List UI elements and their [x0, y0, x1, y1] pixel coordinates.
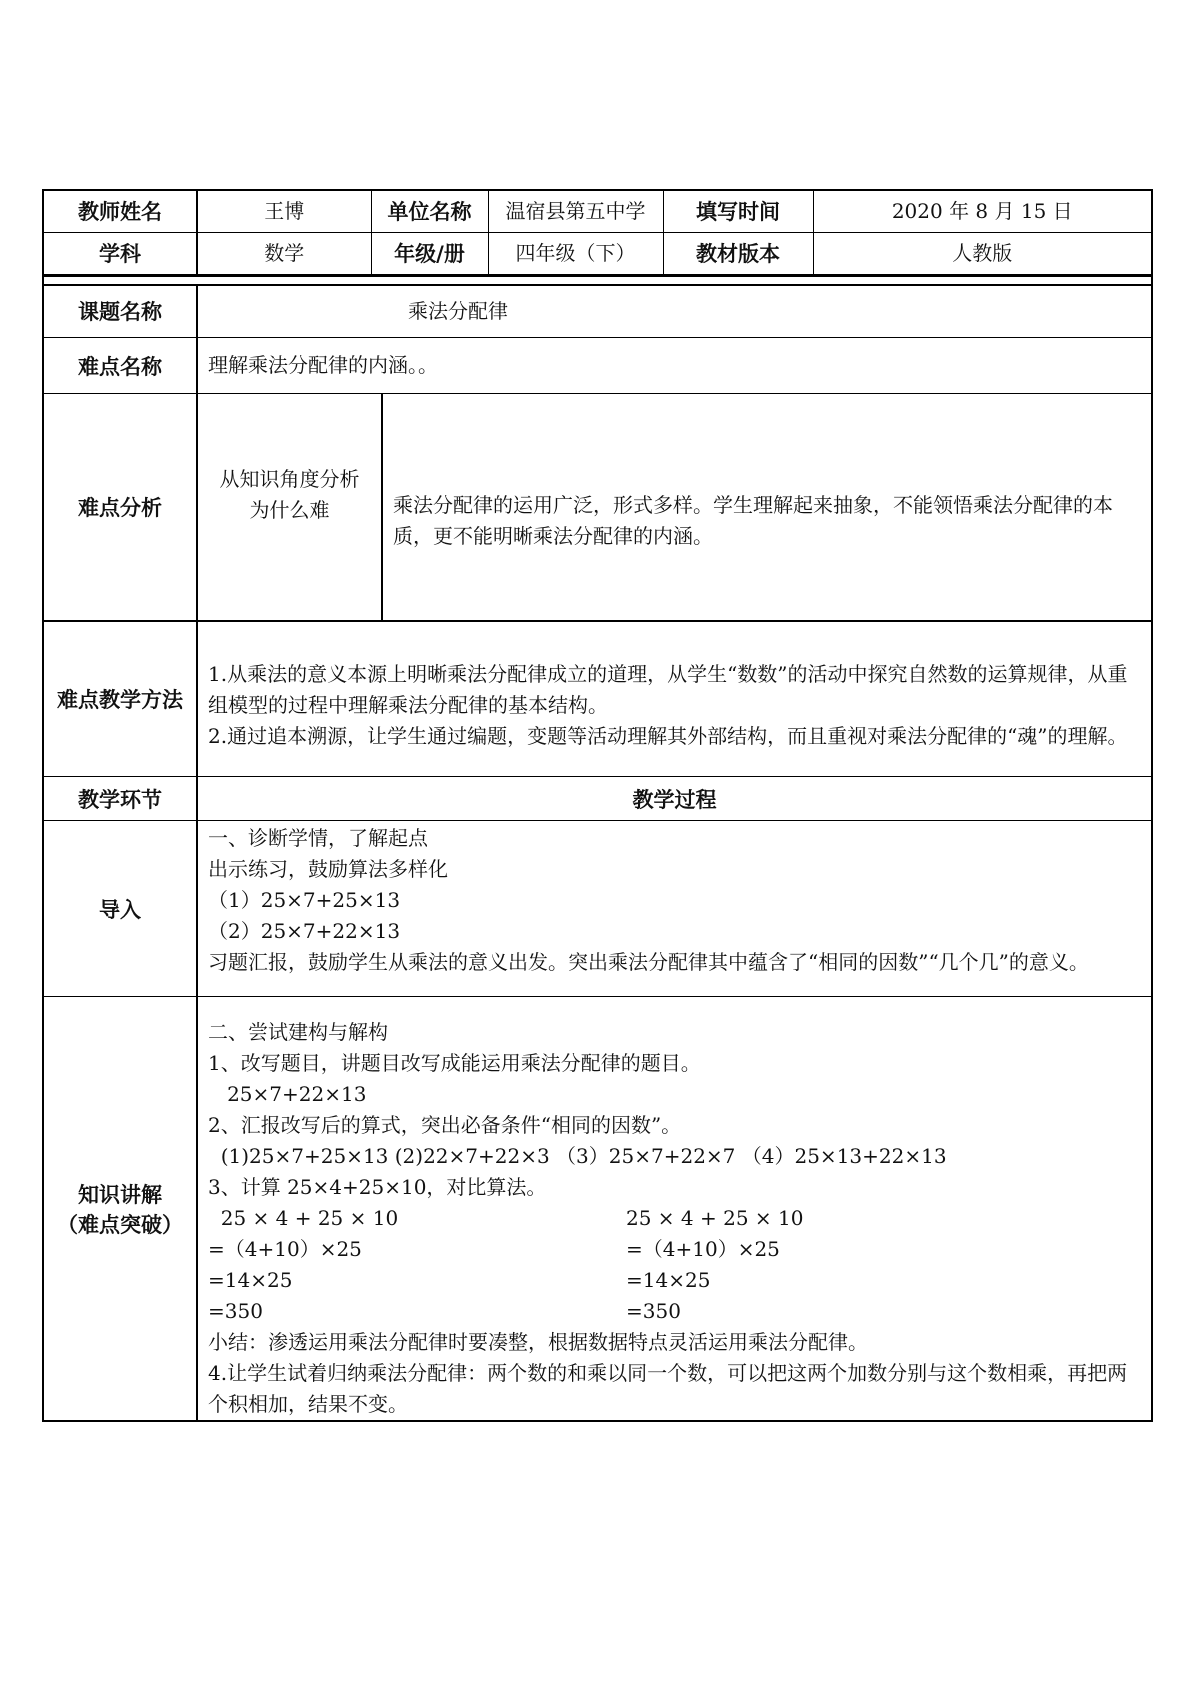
knowledge-content — [197, 997, 1152, 1422]
calc-step: =350 — [208, 1299, 263, 1323]
calc-step: =14×25 — [208, 1268, 293, 1292]
topic-label: 课题名称 — [43, 285, 197, 338]
teacher-value: 王博 — [197, 190, 371, 232]
topic-value: 乘法分配律 — [197, 285, 1152, 338]
calculation-right — [626, 1203, 1044, 1327]
knowledge-line: 25×7+22×13 — [208, 1082, 367, 1106]
method-label: 难点教学方法 — [43, 621, 197, 777]
analysis-label: 难点分析 — [43, 394, 197, 621]
knowledge-line: 3、计算 25×4+25×10，对比算法。 — [208, 1175, 547, 1199]
knowledge-line: 小结：渗透运用乘法分配律时要凑整，根据数据特点灵活运用乘法分配律。 — [208, 1330, 868, 1354]
edition-value: 人教版 — [813, 232, 1152, 274]
knowledge-label — [43, 997, 197, 1422]
calc-step: =（4+10）×25 — [626, 1237, 780, 1261]
difficulty-value: 理解乘法分配律的内涵。。 — [197, 338, 1152, 394]
knowledge-line: 二、尝试建构与解构 — [208, 1020, 388, 1044]
calculation-left — [208, 1203, 626, 1327]
calc-step: =（4+10）×25 — [208, 1237, 362, 1261]
knowledge-line: (1)25×7+25×13 (2)22×7+22×3 （3）25×7+22×7 （4）25×13+22×13 — [208, 1144, 947, 1168]
subject-label: 学科 — [43, 232, 197, 274]
knowledge-line: 2、汇报改写后的算式，突出必备条件“相同的因数”。 — [208, 1113, 682, 1137]
knowledge-line: 1、改写题目，讲题目改写成能运用乘法分配律的题目。 — [208, 1051, 701, 1075]
analysis-text: 乘法分配律的运用广泛，形式多样。学生理解起来抽象，不能领悟乘法分配律的本质，更不能明晰乘法分配律的内涵。 — [382, 394, 1152, 621]
intro-content — [197, 821, 1152, 997]
intro-line: 一、诊断学情，了解起点 — [208, 826, 428, 850]
intro-line: 习题汇报，鼓励学生从乘法的意义出发。突出乘法分配律其中蕴含了“相同的因数”“几个几”的意义。 — [208, 950, 1089, 974]
calc-step: =350 — [626, 1299, 681, 1323]
intro-line: （2）25×7+22×13 — [208, 919, 401, 943]
process-header: 教学过程 — [197, 777, 1152, 821]
analysis-sub-label — [197, 394, 382, 621]
method-paragraph-1: 1.从乘法的意义本源上明晰乘法分配律成立的道理，从学生“数数”的活动中探究自然数的运算规律，从重组模型的过程中理解乘法分配律的基本结构。 — [208, 662, 1128, 718]
stage-header: 教学环节 — [43, 777, 197, 821]
intro-label: 导入 — [43, 821, 197, 997]
intro-line: （1）25×7+25×13 — [208, 888, 401, 912]
lesson-plan-sheet — [42, 189, 1153, 1422]
analysis-sub-label-line-2: 为什么难 — [249, 498, 330, 522]
header-table — [42, 189, 1153, 275]
teacher-label: 教师姓名 — [43, 190, 197, 232]
calculation-comparison — [208, 1203, 1141, 1327]
time-value: 2020 年 8 月 15 日 — [813, 190, 1152, 232]
grade-value: 四年级（下） — [488, 232, 663, 274]
knowledge-line: 4.让学生试着归纳乘法分配律：两个数的和乘以同一个数，可以把这两个加数分别与这个数相乘，再把两个积相加，结果不变。 — [208, 1361, 1128, 1416]
method-paragraph-2: 2.通过追本溯源，让学生通过编题，变题等活动理解其外部结构，而且重视对乘法分配律的“魂”的理解。 — [208, 724, 1128, 749]
grade-label: 年级/册 — [371, 232, 488, 274]
body-table — [42, 284, 1153, 1423]
knowledge-label-line-1: 知识讲解 — [78, 1182, 162, 1207]
calc-step: 25 × 4 + 25 × 10 — [626, 1206, 804, 1230]
unit-value: 温宿县第五中学 — [488, 190, 663, 232]
intro-line: 出示练习，鼓励算法多样化 — [208, 857, 448, 881]
subject-value: 数学 — [197, 232, 371, 274]
time-label: 填写时间 — [663, 190, 813, 232]
method-text — [197, 621, 1152, 777]
edition-label: 教材版本 — [663, 232, 813, 274]
calc-step: 25 × 4 + 25 × 10 — [208, 1206, 399, 1230]
knowledge-label-line-2: （难点突破） — [57, 1212, 183, 1237]
analysis-sub-label-line-1: 从知识角度分析 — [219, 467, 360, 491]
difficulty-label: 难点名称 — [43, 338, 197, 394]
unit-label: 单位名称 — [371, 190, 488, 232]
calc-step: =14×25 — [626, 1268, 711, 1292]
